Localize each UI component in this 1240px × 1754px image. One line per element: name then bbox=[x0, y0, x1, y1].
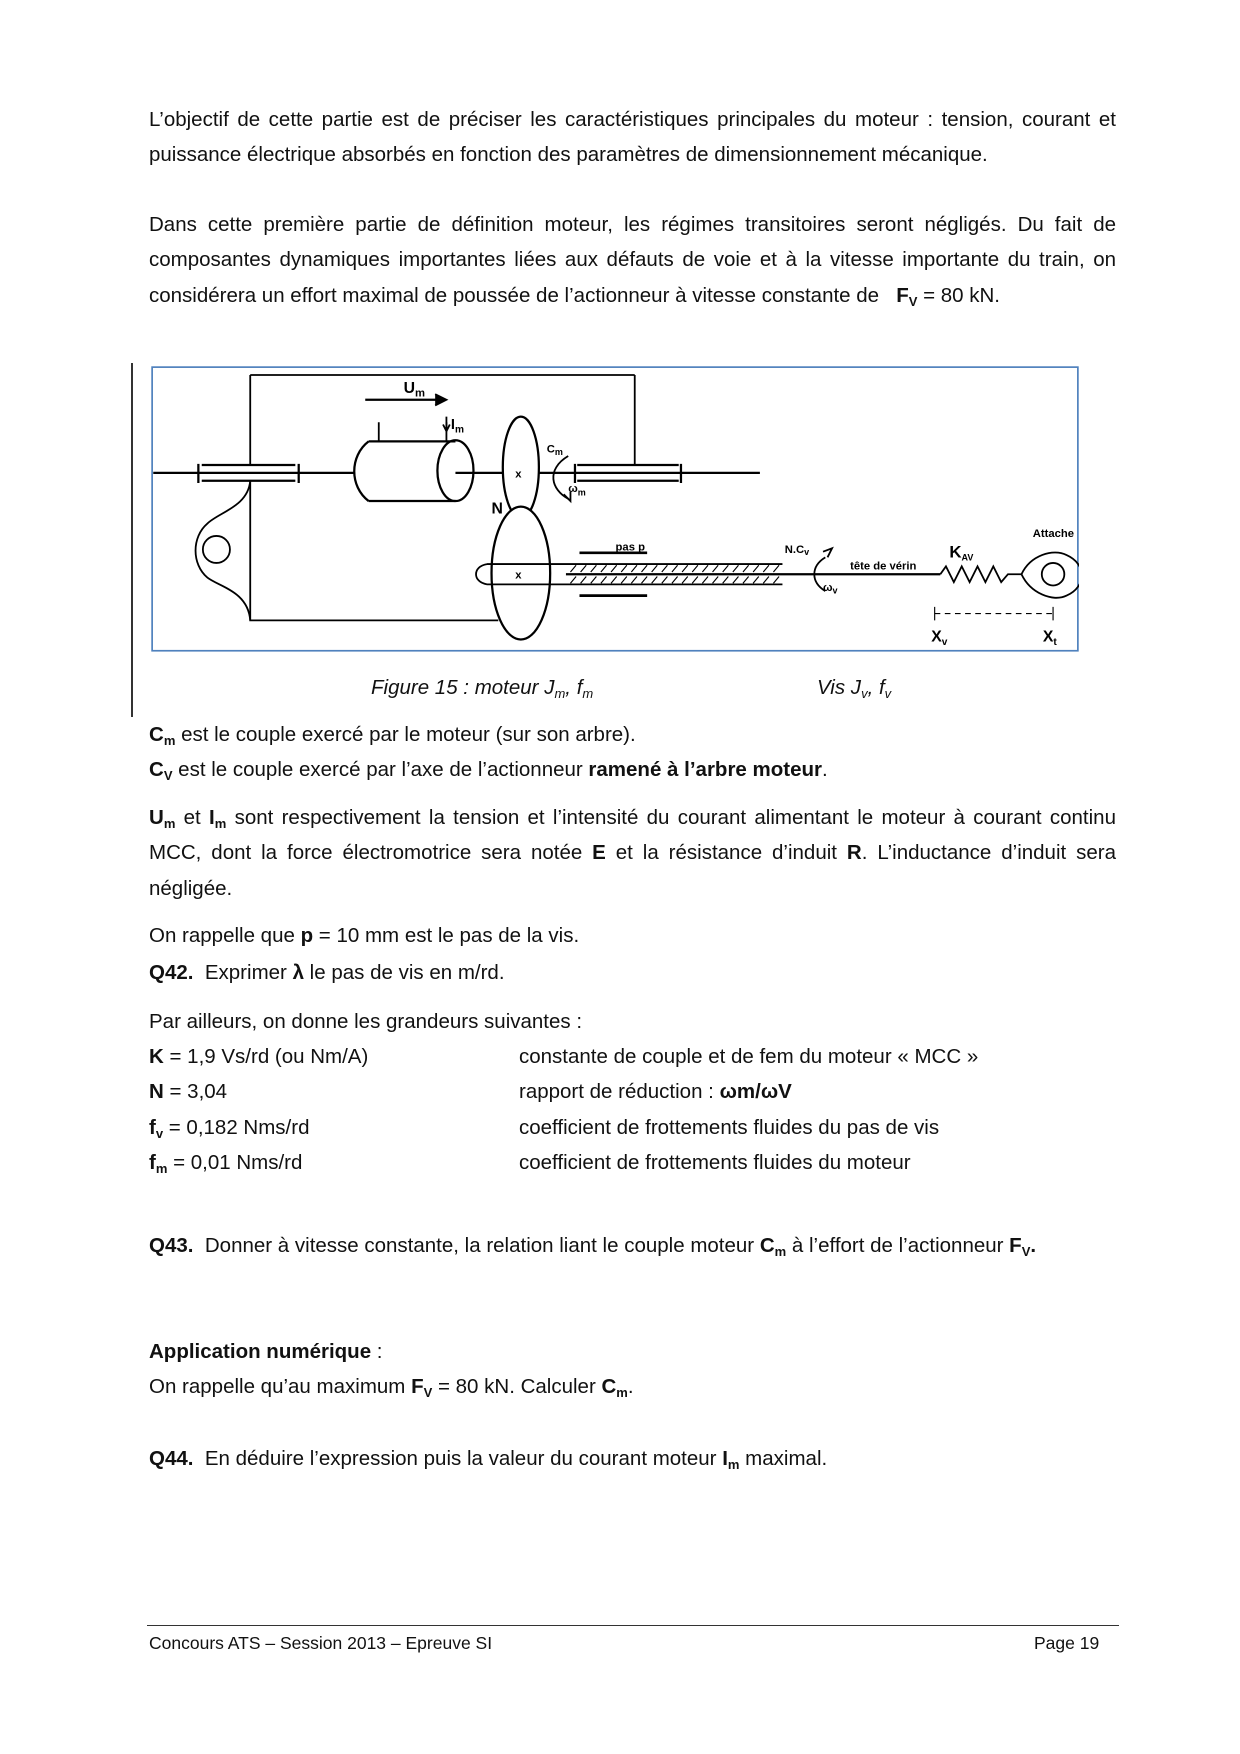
label-ncv: $N.C_v$ bbox=[784, 543, 810, 558]
params-table bbox=[149, 1039, 1116, 1180]
label-xt: $X_t$ bbox=[1042, 628, 1057, 649]
x-mark-lower: x bbox=[515, 569, 522, 582]
label-wm: $\omega_m$ bbox=[568, 483, 586, 498]
intro-text: Dans cette première partie de définition moteur, les régimes transitoires seront négligés. Du fait de composantes dynamiques importantes liées aux défauts de voie et à la vitesse importante du train, on considérera un effort maximal de poussée de l’actionneur à vitesse constante de bbox=[149, 213, 1116, 307]
question-q43: Q43. Donner à vitesse constante, la relation liant le couple moteur $C_m$ à l’effort de l’actionneur $F_V$. bbox=[149, 1234, 1037, 1259]
def-um-im: $U_m$ et $I_m$ sont respectivement la tension et l’intensité du courant alimentant le moteur à courant continu MCC, dont la force électromotrice sera notée E et la résistance d’induit R. L’inductance d’induit sera négligée. bbox=[149, 806, 1116, 900]
figure-frame bbox=[152, 367, 1078, 651]
x-mark-upper: x bbox=[515, 468, 522, 481]
figure-caption-left: Figure 15 : moteur $J_m$, $f_m$ bbox=[371, 676, 594, 701]
param-row-fv: $f_v = 0,182$ Nms/rd coefficient de frottements fluides du pas de vis bbox=[149, 1115, 940, 1141]
label-im: $I_m$ bbox=[450, 417, 465, 436]
question-q42: Q42. Exprimer λ le pas de vis en m/rd. bbox=[149, 961, 505, 984]
spring bbox=[940, 566, 1021, 582]
footer-page-number: Page 19 bbox=[1034, 1633, 1100, 1653]
intro-paragraph-2 bbox=[149, 207, 1116, 313]
fv-value: = 80 kN. bbox=[917, 283, 1001, 307]
label-kav: $K_{AV}$ bbox=[949, 542, 974, 563]
gear-upper bbox=[503, 417, 539, 518]
label-cm: $C_m$ bbox=[546, 443, 563, 457]
application-text: On rappelle qu’au maximum $F_V = 80$ kN. Calculer $C_m$. bbox=[149, 1375, 634, 1400]
footer-left: Concours ATS – Session 2013 – Epreuve SI bbox=[149, 1633, 493, 1653]
param-row-n: N = 3,04 rapport de réduction : ωm/ωV bbox=[149, 1080, 792, 1104]
label-n: N bbox=[491, 500, 503, 518]
mechanism-diagram bbox=[151, 366, 1079, 653]
question-q44: Q44. En déduire l’expression puis la valeur du courant moteur $I_m$ maximal. bbox=[149, 1447, 828, 1472]
pas-reminder: On rappelle que p = 10 mm est le pas de la vis. bbox=[149, 924, 580, 947]
label-tete: tête de vérin bbox=[850, 560, 917, 573]
fv-sub: V bbox=[908, 293, 918, 309]
label-attache: Attache bbox=[1032, 528, 1075, 541]
param-row-k: K = 1,9 Vs/rd (ou Nm/A) constante de couple et de fem du moteur « MCC » bbox=[149, 1045, 979, 1068]
application-title: Application numérique : bbox=[149, 1340, 383, 1363]
motor-body bbox=[354, 441, 455, 501]
label-xv: $X_v$ bbox=[931, 628, 948, 649]
change-bar bbox=[131, 363, 133, 717]
def-cv: $C_V$ est le couple exercé par l’axe de l’actionneur ramené à l’arbre moteur. bbox=[149, 758, 828, 783]
intro-paragraph-1: L’objectif de cette partie est de préciser les caractéristiques principales du moteur : tension, courant et puissance électrique absorbés en fonction des paramètres de dimensionnement mécanique. bbox=[149, 108, 1116, 167]
figure-caption-right: Vis $J_v$, $f_v$ bbox=[817, 676, 892, 701]
def-cm: $C_m$ est le couple exercé par le moteur (sur son arbre). bbox=[149, 723, 636, 748]
label-pas: pas p bbox=[615, 541, 645, 554]
param-row-fm: $f_m = 0,01$ Nms/rd coefficient de frottements fluides du moteur bbox=[149, 1150, 911, 1176]
attache-left-ring bbox=[203, 536, 230, 563]
label-um: $U_m$ bbox=[403, 380, 426, 400]
params-intro: Par ailleurs, on donne les grandeurs suivantes : bbox=[149, 1010, 583, 1033]
label-wv: $\omega_v$ bbox=[823, 582, 838, 596]
fv-symbol: F bbox=[896, 283, 909, 307]
footer-rule bbox=[147, 1625, 1119, 1626]
